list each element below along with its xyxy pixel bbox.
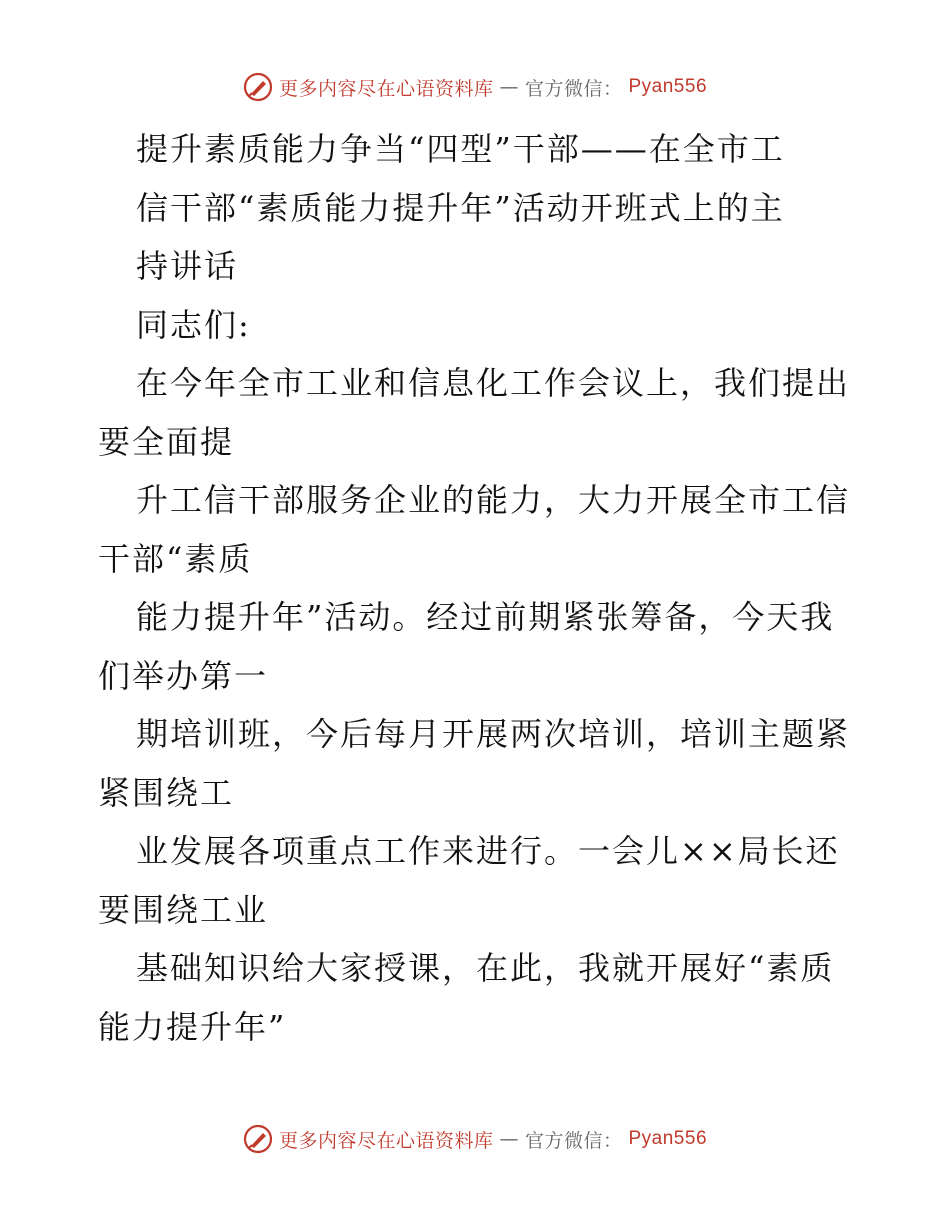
header-watermark <box>0 72 950 102</box>
watermark-contact-id: Pyan556 <box>628 1128 708 1149</box>
salutation: 同志们: <box>136 305 251 344</box>
body-line: 在今年全市工业和信息化工作会议上，我们提出 <box>136 364 851 402</box>
body-line: 基础知识给大家授课，在此，我就开展好“素质 <box>136 949 835 987</box>
body-line: 升工信干部服务企业的能力，大力开展全市工信 <box>136 481 851 519</box>
document-title-line-2: 信干部“素质能力提升年”活动开班式上的主 <box>136 188 785 227</box>
quill-pen-icon <box>243 72 273 102</box>
quill-pen-icon <box>243 1124 273 1154</box>
body-line: 期培训班，今后每月开展两次培训，培训主题紧 <box>136 715 851 753</box>
footer-watermark <box>0 1124 950 1154</box>
watermark-dash: — <box>499 1128 519 1150</box>
body-line: 能力提升年”活动。经过前期紧张筹备，今天我 <box>136 598 835 636</box>
watermark-contact-id: Pyan556 <box>628 76 708 97</box>
body-line: 要围绕工业 <box>98 890 269 929</box>
body-line: 们举办第一 <box>98 656 269 695</box>
watermark-contact-label: 官方微信： <box>524 77 623 100</box>
watermark-contact-label: 官方微信： <box>524 1129 623 1152</box>
document-body <box>98 120 858 1056</box>
watermark-site-text: 更多内容尽在心语资料库 <box>278 1129 494 1152</box>
body-line: 要全面提 <box>98 422 235 461</box>
watermark-site-text: 更多内容尽在心语资料库 <box>278 77 494 100</box>
watermark-dash: — <box>499 76 519 98</box>
body-line: 业发展各项重点工作来进行。一会儿××局长还 <box>136 832 840 870</box>
document-title-line-1: 提升素质能力争当“四型”干部——在全市工 <box>136 130 785 168</box>
document-title-line-3: 持讲话 <box>136 247 239 285</box>
body-line: 紧围绕工 <box>98 773 235 812</box>
body-line: 能力提升年” <box>98 1007 287 1046</box>
body-line: 干部“素质 <box>98 539 253 578</box>
